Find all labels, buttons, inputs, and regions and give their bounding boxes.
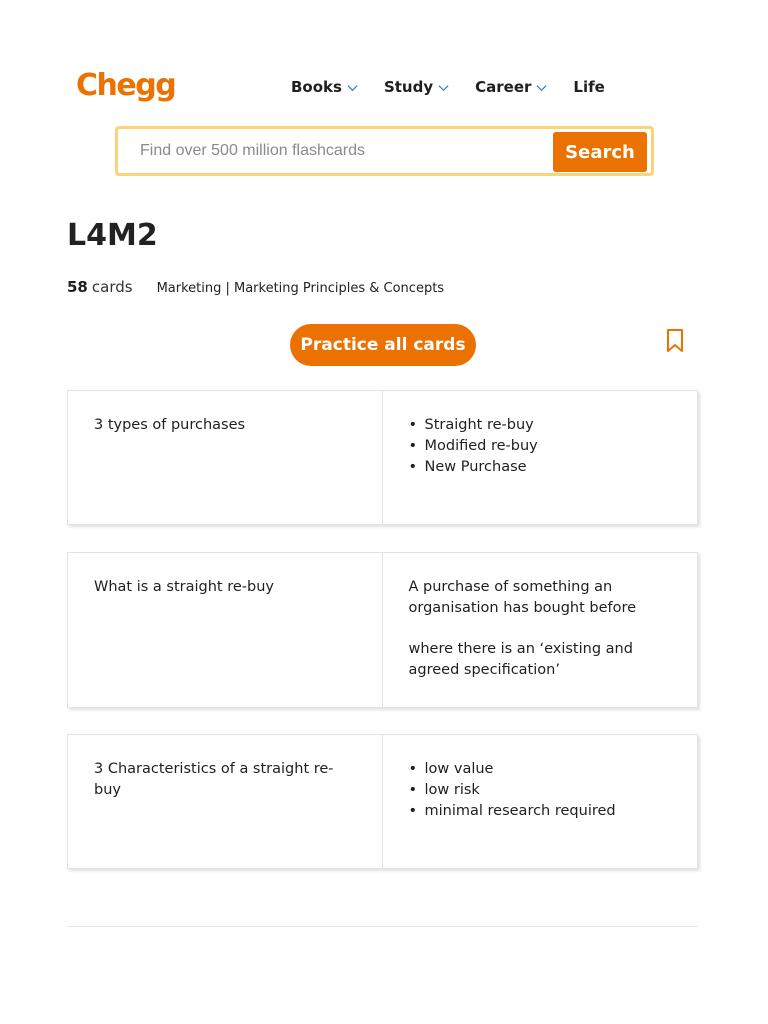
chegg-logo[interactable]: Chegg bbox=[76, 68, 176, 103]
nav-life[interactable] bbox=[573, 78, 604, 96]
nav-life-label: Life bbox=[573, 78, 605, 96]
card-definition bbox=[383, 735, 698, 868]
definition-list bbox=[409, 759, 672, 822]
page-title: L4M2 bbox=[67, 218, 158, 253]
main-nav bbox=[291, 78, 605, 96]
definition-paragraph: where there is an ‘existing and agreed specification’ bbox=[408, 641, 633, 678]
flashcard bbox=[67, 734, 698, 869]
term-text: 3 types of purchases bbox=[94, 417, 246, 433]
section-divider bbox=[67, 926, 698, 927]
card-term bbox=[68, 391, 383, 524]
search-button[interactable]: Search bbox=[553, 132, 647, 172]
nav-books-label: Books bbox=[291, 78, 342, 96]
practice-all-button[interactable]: Practice all cards bbox=[290, 324, 476, 366]
subject-breadcrumb[interactable]: Marketing | Marketing Principles & Concepts bbox=[156, 281, 445, 296]
definition-paragraph: A purchase of something an organisation has bought before bbox=[408, 579, 637, 616]
card-count: 58 bbox=[67, 278, 88, 296]
nav-career[interactable] bbox=[475, 78, 547, 96]
definition-item: • New Purchase bbox=[409, 457, 672, 478]
nav-study[interactable] bbox=[384, 78, 449, 96]
nav-study-label: Study bbox=[383, 78, 434, 96]
term-text: What is a straight re-buy bbox=[94, 579, 274, 595]
card-definition bbox=[383, 553, 698, 707]
definition-item: • Straight re-buy bbox=[409, 415, 672, 436]
card-definition bbox=[383, 391, 698, 524]
chevron-down-icon bbox=[536, 82, 547, 93]
chevron-down-icon bbox=[347, 82, 358, 93]
term-text: 3 Characteristics of a straight re-buy bbox=[94, 761, 334, 798]
chevron-down-icon bbox=[438, 82, 449, 93]
definition-list bbox=[409, 415, 672, 478]
flashcard bbox=[67, 390, 698, 525]
flashcard bbox=[67, 552, 698, 708]
definition-item: • low risk bbox=[409, 780, 672, 801]
definition-item: • Modified re-buy bbox=[409, 436, 672, 457]
card-count-label: cards bbox=[91, 278, 133, 296]
bookmark-icon[interactable] bbox=[664, 327, 686, 355]
definition-item: • minimal research required bbox=[409, 801, 672, 822]
search-bar bbox=[115, 126, 654, 176]
card-term bbox=[68, 735, 383, 868]
definition-item: • low value bbox=[409, 759, 672, 780]
deck-meta bbox=[67, 278, 444, 296]
nav-books[interactable] bbox=[291, 78, 358, 96]
card-term bbox=[68, 553, 383, 707]
nav-career-label: Career bbox=[475, 78, 532, 96]
search-input[interactable] bbox=[128, 133, 548, 169]
